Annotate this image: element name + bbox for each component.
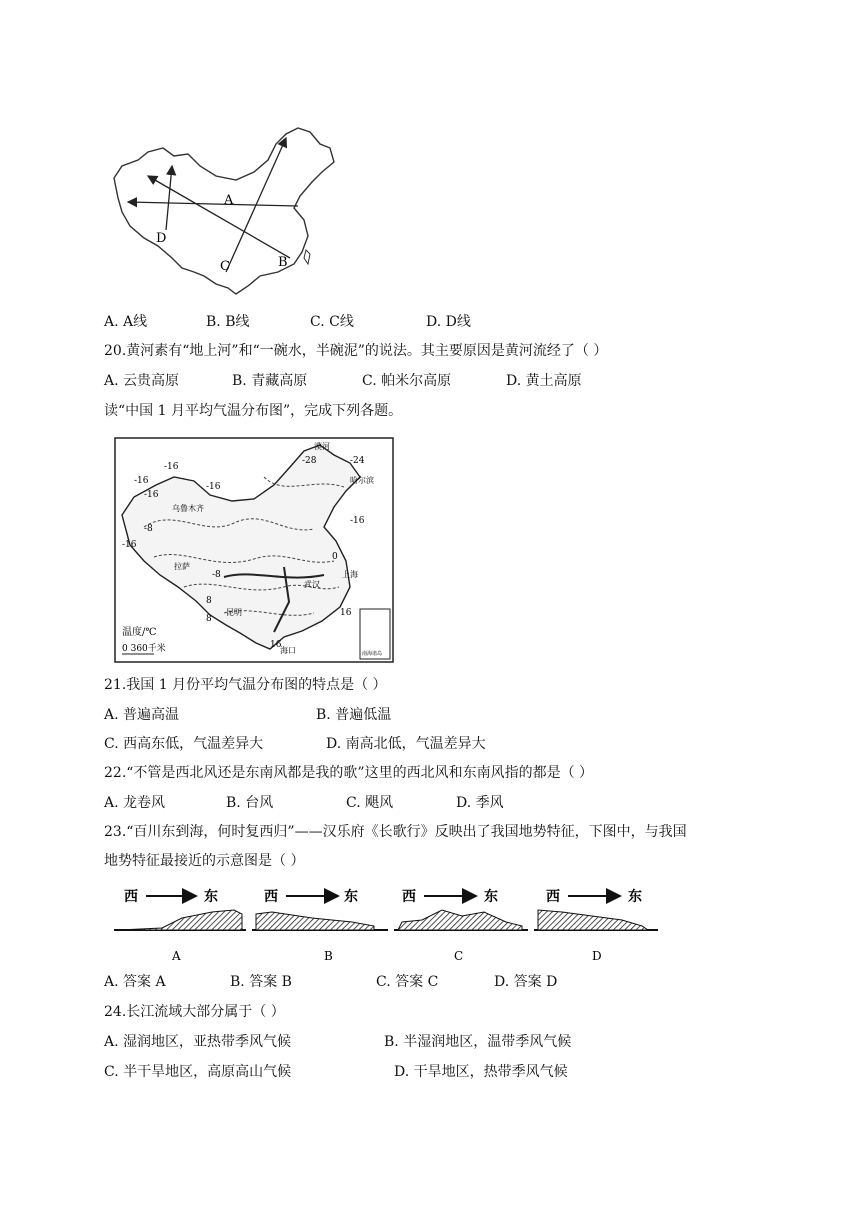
q21-option-a: A. 普遍高温 — [104, 707, 180, 723]
isotherm-label: -8 — [144, 524, 153, 534]
isotherm-label: -24 — [350, 456, 365, 466]
place-label: 乌鲁木齐 — [172, 504, 204, 513]
q24-option-b: B. 半湿润地区，温带季风气候 — [384, 1034, 572, 1050]
q21-option-b: B. 普遍低温 — [316, 707, 392, 723]
china-lines-map-svg — [108, 126, 340, 304]
isotherm-label: -28 — [302, 456, 317, 466]
january-temperature-map-svg — [114, 437, 394, 663]
place-label: 武汉 — [304, 580, 320, 589]
q24-option-c: C. 半干旱地区，高原高山气候 — [104, 1064, 292, 1080]
q20-option-c: C. 帕米尔高原 — [362, 373, 452, 389]
place-label: 上海 — [342, 570, 358, 579]
isotherm-label: -16 — [134, 476, 149, 486]
reading-intro: 读“中国 1 月平均气温分布图”，完成下列各题。 — [104, 403, 403, 419]
profile-c — [394, 888, 528, 963]
q23-option-d: D. 答案 D — [494, 974, 558, 990]
q23-option-a: A. 答案 A — [104, 974, 166, 990]
q20-option-b: B. 青藏高原 — [232, 373, 308, 389]
q19-option-a: A. A线 — [104, 314, 148, 330]
terrain-profiles — [112, 882, 662, 968]
profile-b — [252, 888, 388, 963]
legend-title: 温度/℃ — [122, 627, 157, 638]
q24-option-a: A. 湿润地区，亚热带季风气候 — [104, 1034, 292, 1050]
isotherm-label: -16 — [144, 490, 159, 500]
q23-stem-line2: 地势特征最接近的示意图是（ ） — [104, 853, 305, 869]
isotherm-label: -16 — [122, 540, 137, 550]
q19-option-b: B. B线 — [206, 314, 250, 330]
q22-option-d: D. 季风 — [456, 795, 504, 811]
q22-option-a: A. 龙卷风 — [104, 795, 166, 811]
isotherm-label: 16 — [270, 640, 282, 650]
inset-label: 南海诸岛 — [362, 651, 383, 657]
q20-option-a: A. 云贵高原 — [104, 373, 180, 389]
profile-b-letter: B — [324, 949, 333, 963]
label-c: C — [220, 259, 230, 274]
terrain-profiles-svg — [112, 882, 662, 968]
map-scale: 0 360千米 — [122, 644, 166, 654]
place-label: 拉萨 — [174, 562, 190, 571]
label-a: A — [224, 193, 234, 208]
profile-b-east: 东 — [344, 889, 358, 905]
label-b: B — [278, 255, 288, 270]
profile-c-letter: C — [454, 949, 464, 963]
q23-option-b: B. 答案 B — [230, 974, 292, 990]
line-d — [166, 166, 172, 230]
isotherm-label: 0 — [332, 552, 338, 562]
china-lines-map — [108, 126, 340, 304]
profile-d-east: 东 — [628, 889, 642, 905]
profile-d-west: 西 — [546, 889, 560, 905]
isotherm-label: 16 — [340, 608, 352, 618]
q22-option-c: C. 飓风 — [346, 795, 394, 811]
profile-c-east: 东 — [484, 889, 498, 905]
q21-option-c: C. 西高东低，气温差异大 — [104, 736, 264, 752]
q21-option-d: D. 南高北低，气温差异大 — [326, 736, 486, 752]
profile-a — [114, 888, 246, 963]
isotherm-label: 8 — [206, 614, 212, 624]
place-label: 哈尔滨 — [350, 476, 374, 485]
profile-c-west: 西 — [402, 889, 416, 905]
isotherm-label: 8 — [206, 596, 212, 606]
label-d: D — [156, 231, 167, 246]
place-label: 昆明 — [226, 608, 242, 617]
profile-a-east: 东 — [204, 889, 218, 905]
january-temperature-map — [114, 437, 394, 663]
isotherm-label: -16 — [164, 462, 179, 472]
place-label: 漠河 — [314, 442, 330, 451]
profile-d — [534, 888, 658, 963]
q23-stem-line1: 23.“百川东到海，何时复西归”——汉乐府《长歌行》反映出了我国地势特征，下图中，与我国 — [104, 824, 687, 840]
q20-stem: 20.黄河素有“地上河”和“一碗水，半碗泥”的说法。其主要原因是黄河流经了（ ） — [104, 343, 608, 359]
q24-option-d: D. 干旱地区，热带季风气候 — [394, 1064, 568, 1080]
taiwan-shape — [304, 250, 310, 264]
q20-option-d: D. 黄土高原 — [506, 373, 582, 389]
q22-option-b: B. 台风 — [226, 795, 274, 811]
isotherm-label: -16 — [206, 482, 221, 492]
profile-b-west: 西 — [264, 889, 278, 905]
q19-option-c: C. C线 — [310, 314, 354, 330]
isotherm-label: -16 — [350, 516, 365, 526]
q23-option-c: C. 答案 C — [376, 974, 439, 990]
q19-option-d: D. D线 — [426, 314, 471, 330]
profile-a-west: 西 — [124, 889, 138, 905]
q22-stem: 22.“不管是西北风还是东南风都是我的歌”这里的西北风和东南风指的都是（ ） — [104, 765, 594, 781]
profile-d-letter: D — [592, 949, 602, 963]
q24-stem: 24.长江流域大部分属于（ ） — [104, 1004, 285, 1020]
profile-a-letter: A — [172, 949, 181, 963]
line-a — [128, 202, 298, 206]
q21-stem: 21.我国 1 月份平均气温分布图的特点是（ ） — [104, 677, 387, 693]
place-label: 海口 — [280, 646, 296, 655]
isotherm-label: -8 — [212, 570, 221, 580]
